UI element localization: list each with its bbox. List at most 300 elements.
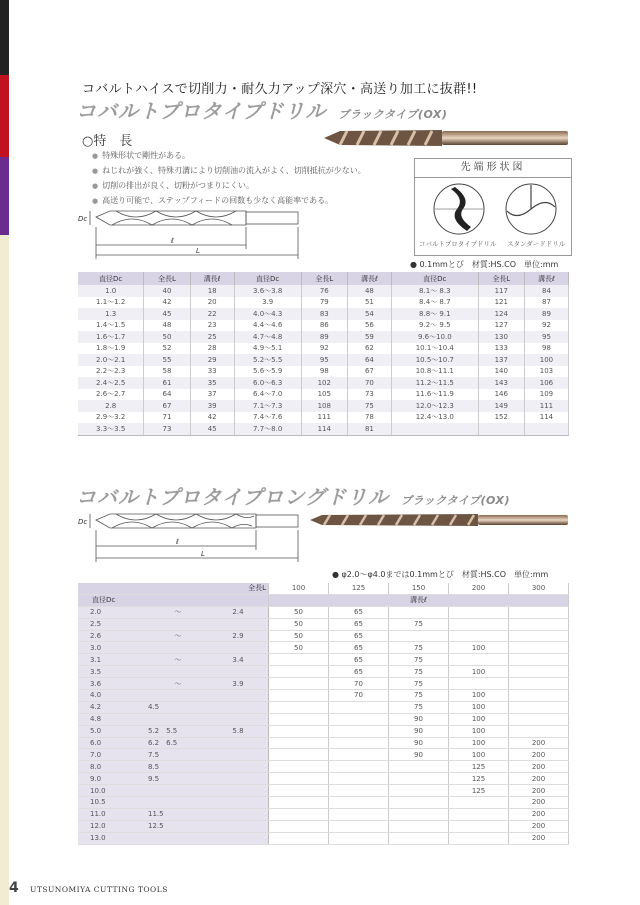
table-cell: 105	[301, 389, 347, 401]
table-cell	[509, 618, 569, 630]
table-cell	[208, 773, 269, 785]
table-cell: 71	[144, 412, 190, 424]
table-cell	[269, 785, 329, 797]
table-cell	[269, 773, 329, 785]
table-row	[78, 797, 569, 809]
table2	[78, 583, 569, 845]
table-cell: 12.0	[78, 820, 148, 832]
table-cell	[509, 690, 569, 702]
table-cell: 3.6～3.8	[234, 285, 301, 297]
table-cell: 20	[190, 297, 234, 309]
length-header: 150	[389, 583, 449, 594]
table-cell: 50	[269, 630, 329, 642]
table-row	[78, 389, 569, 401]
table-cell	[269, 797, 329, 809]
table-row	[78, 377, 569, 389]
table-cell: 75	[389, 701, 449, 713]
table-cell	[329, 773, 389, 785]
table-cell: 3.0	[78, 642, 148, 654]
dc-label: Dc	[78, 518, 88, 526]
table-cell	[148, 642, 208, 654]
table-cell: 9.6～10.0	[391, 331, 478, 343]
table-cell: 90	[389, 725, 449, 737]
table-cell: 200	[509, 761, 569, 773]
table-cell	[148, 690, 208, 702]
table-cell: 1.3	[78, 308, 144, 320]
table-row	[78, 832, 569, 844]
table-cell: 6.2 6.5	[148, 737, 208, 749]
table-cell	[148, 666, 208, 678]
table-cell	[329, 785, 389, 797]
table-cell: 7.4～7.6	[234, 412, 301, 424]
section1-subtitle: ブラックタイプ(OX)	[338, 108, 448, 121]
table-cell: 121	[478, 297, 524, 309]
long-drill-dimension-diagram	[76, 508, 306, 566]
table-cell: 100	[524, 354, 568, 366]
table-cell: 114	[301, 423, 347, 435]
table-cell: 146	[478, 389, 524, 401]
table-cell	[329, 761, 389, 773]
table-cell	[509, 725, 569, 737]
table-row	[78, 412, 569, 424]
table-cell	[389, 832, 449, 844]
table-cell: 100	[449, 749, 509, 761]
table-cell: 200	[509, 785, 569, 797]
table-cell: 89	[301, 331, 347, 343]
table-cell: 7.0	[78, 749, 148, 761]
table-cell	[509, 678, 569, 690]
table-cell: 79	[301, 297, 347, 309]
table2-subheader-row	[78, 594, 569, 606]
table-cell	[208, 701, 269, 713]
table-cell	[389, 773, 449, 785]
table-cell: 140	[478, 366, 524, 378]
table-cell: 9.5	[148, 773, 208, 785]
table1-body	[78, 285, 569, 435]
table-cell	[449, 820, 509, 832]
table-cell	[269, 678, 329, 690]
section2-title-text: コバルトプロタイプロングドリル	[76, 485, 389, 509]
table-row	[78, 618, 569, 630]
table-cell: 200	[509, 749, 569, 761]
table-cell: 7.5	[148, 749, 208, 761]
table-cell: 100	[449, 690, 509, 702]
table-cell: 108	[301, 400, 347, 412]
table-cell: 12.0～12.3	[391, 400, 478, 412]
table-cell: 29	[190, 354, 234, 366]
table-cell: ～	[148, 630, 208, 642]
table-cell: 137	[478, 354, 524, 366]
table-cell: 65	[329, 606, 389, 618]
table-row	[78, 354, 569, 366]
table-row	[78, 666, 569, 678]
table-cell	[269, 832, 329, 844]
table-cell: ～	[148, 654, 208, 666]
table1-note: ● 0.1mmとび 材質:HS.CO 単位:mm	[410, 260, 559, 269]
table-cell	[208, 666, 269, 678]
table-row	[78, 642, 569, 654]
table-cell	[389, 808, 449, 820]
table-cell: 65	[329, 666, 389, 678]
table-cell: 1.8～1.9	[78, 343, 144, 355]
table-cell: 130	[478, 331, 524, 343]
table-cell	[269, 749, 329, 761]
table-cell: 22	[190, 308, 234, 320]
table-cell: 65	[329, 630, 389, 642]
table-cell	[269, 690, 329, 702]
table-cell: 4.9～5.1	[234, 343, 301, 355]
col-header: 溝長ℓ	[524, 272, 568, 285]
table-cell: 70	[347, 377, 391, 389]
table-cell: 84	[524, 285, 568, 297]
table2-note: ● φ2.0～φ4.0までは0.1mmとび 材質:HS.CO 単位:mm	[332, 570, 549, 579]
tip-shape-box	[414, 158, 572, 256]
table-cell: 75	[389, 666, 449, 678]
table-cell: 2.0～2.1	[78, 354, 144, 366]
tip-caption-cobalt: コバルトプロタイプドリル	[419, 240, 497, 248]
table-cell: 5.6～5.9	[234, 366, 301, 378]
table-cell: 90	[389, 749, 449, 761]
table-cell	[389, 606, 449, 618]
table-cell: 9.0	[78, 773, 148, 785]
table-row	[78, 606, 569, 618]
table-cell	[208, 749, 269, 761]
table-cell	[329, 701, 389, 713]
table-cell: 61	[144, 377, 190, 389]
table-cell: 67	[144, 400, 190, 412]
table-cell	[148, 832, 208, 844]
table-cell: 125	[449, 761, 509, 773]
table-cell: 1.1～1.2	[78, 297, 144, 309]
table-cell: 92	[524, 320, 568, 332]
table1	[78, 272, 569, 436]
table-cell: 33	[190, 366, 234, 378]
table-cell	[449, 606, 509, 618]
table-cell	[449, 678, 509, 690]
flute-length-label: ℓ	[171, 237, 174, 245]
table-cell	[148, 785, 208, 797]
table-cell: 4.0	[78, 690, 148, 702]
side-bar-cream	[0, 235, 9, 905]
table-cell: 124	[478, 308, 524, 320]
tip-caption-standard: スタンダードドリル	[507, 240, 566, 248]
side-bar-purple	[0, 157, 9, 235]
table-cell: 2.6	[78, 630, 148, 642]
table-cell	[449, 832, 509, 844]
table-cell	[509, 642, 569, 654]
table-cell: 39	[190, 400, 234, 412]
feature-item: ● 特殊形状で剛性がある。	[92, 148, 366, 163]
table-cell: 111	[524, 400, 568, 412]
table-cell	[329, 808, 389, 820]
section2-subtitle: ブラックタイプ(OX)	[401, 494, 511, 507]
table-cell: 98	[301, 366, 347, 378]
table-cell: 50	[144, 331, 190, 343]
table-row	[78, 297, 569, 309]
table-cell: 10.5	[78, 797, 148, 809]
diameter-header: 直径Dc	[78, 594, 269, 606]
table-row	[78, 701, 569, 713]
table-row	[78, 423, 569, 435]
table-cell: 25	[190, 331, 234, 343]
table-cell	[269, 725, 329, 737]
table-cell	[449, 797, 509, 809]
table-cell: 11.6～11.9	[391, 389, 478, 401]
table-cell	[269, 761, 329, 773]
section2-title	[76, 481, 510, 510]
table-row	[78, 400, 569, 412]
table-cell	[269, 666, 329, 678]
col-header: 全長L	[144, 272, 190, 285]
table-row	[78, 773, 569, 785]
table-cell: 64	[144, 389, 190, 401]
table-cell: 8.4～ 8.7	[391, 297, 478, 309]
table-cell: 8.1～ 8.3	[391, 285, 478, 297]
table-cell: 50	[269, 606, 329, 618]
table-cell: 58	[144, 366, 190, 378]
features-heading: ○特 長	[82, 134, 133, 149]
table-cell: 125	[449, 773, 509, 785]
table-cell: 78	[347, 412, 391, 424]
table-cell: 75	[389, 654, 449, 666]
table-cell: 149	[478, 400, 524, 412]
table-cell: 4.4～4.6	[234, 320, 301, 332]
table-cell: 200	[509, 737, 569, 749]
table-row	[78, 713, 569, 725]
length-header: 200	[449, 583, 509, 594]
table-cell	[269, 654, 329, 666]
table-cell: 52	[144, 343, 190, 355]
table-cell: 1.6～1.7	[78, 331, 144, 343]
table-cell	[208, 761, 269, 773]
table-cell: 50	[269, 618, 329, 630]
table-cell: 70	[329, 678, 389, 690]
table-cell: 4.0～4.3	[234, 308, 301, 320]
table-cell: 6.0	[78, 737, 148, 749]
table-cell	[509, 666, 569, 678]
table-cell: 23	[190, 320, 234, 332]
table-cell: 75	[389, 642, 449, 654]
table-cell: 100	[449, 666, 509, 678]
table-cell: 6.0～6.3	[234, 377, 301, 389]
table-cell: 48	[347, 285, 391, 297]
table-cell: 3.6	[78, 678, 148, 690]
table-cell	[148, 618, 208, 630]
table-cell: 100	[449, 737, 509, 749]
table-cell: 18	[190, 285, 234, 297]
table-row	[78, 308, 569, 320]
col-header: 直径Dc	[391, 272, 478, 285]
table-cell	[509, 713, 569, 725]
table-cell: 111	[301, 412, 347, 424]
table-cell: 55	[144, 354, 190, 366]
table-row	[78, 331, 569, 343]
table-row	[78, 343, 569, 355]
table-cell	[389, 761, 449, 773]
table-cell: 13.0	[78, 832, 148, 844]
table-cell: 2.9	[208, 630, 269, 642]
table-cell: 2.6～2.7	[78, 389, 144, 401]
table-cell: 102	[301, 377, 347, 389]
table-cell	[208, 737, 269, 749]
table-cell: 98	[524, 343, 568, 355]
table-cell: 3.3～3.5	[78, 423, 144, 435]
col-header: 直径Dc	[234, 272, 301, 285]
table-cell: 2.9～3.2	[78, 412, 144, 424]
flute-length-label: ℓ	[176, 538, 179, 546]
table-cell: 200	[509, 808, 569, 820]
table-cell: 117	[478, 285, 524, 297]
table-cell: 127	[478, 320, 524, 332]
table-cell: 70	[329, 690, 389, 702]
features-list	[92, 148, 366, 208]
table-cell: 3.1	[78, 654, 148, 666]
table-cell: 103	[524, 366, 568, 378]
table-cell: 200	[509, 832, 569, 844]
col-header: 溝長ℓ	[347, 272, 391, 285]
table-cell: 2.2～2.3	[78, 366, 144, 378]
table-cell: 5.8	[208, 725, 269, 737]
table-cell	[269, 808, 329, 820]
table-cell: 8.0	[78, 761, 148, 773]
table-cell: 65	[329, 618, 389, 630]
table-cell: 109	[524, 389, 568, 401]
table-row	[78, 761, 569, 773]
table-cell: 12.4～13.0	[391, 412, 478, 424]
table-cell	[148, 713, 208, 725]
table-cell	[208, 785, 269, 797]
table-cell: 76	[301, 285, 347, 297]
table-cell	[208, 713, 269, 725]
table-cell	[329, 797, 389, 809]
table-cell: 81	[347, 423, 391, 435]
table2-length-row	[78, 583, 569, 594]
table-cell: 65	[329, 654, 389, 666]
table-cell: 143	[478, 377, 524, 389]
tip-shape-drawings	[421, 181, 565, 237]
table-cell	[449, 630, 509, 642]
section1-title-text: コバルトプロタイプドリル	[76, 99, 327, 123]
table-cell: 8.8～ 9.1	[391, 308, 478, 320]
table-cell: 133	[478, 343, 524, 355]
table-cell: 152	[478, 412, 524, 424]
table-row	[78, 320, 569, 332]
side-bar-red	[0, 75, 9, 157]
table-cell: 90	[389, 713, 449, 725]
table-cell	[449, 808, 509, 820]
length-header: 100	[269, 583, 329, 594]
long-drill-photo	[308, 510, 572, 530]
table-cell: 59	[347, 331, 391, 343]
table-cell: 40	[144, 285, 190, 297]
table-cell: 3.9	[208, 678, 269, 690]
table-cell: 100	[449, 725, 509, 737]
table-cell: 7.7～8.0	[234, 423, 301, 435]
table-cell	[389, 785, 449, 797]
table-cell: 11.5	[148, 808, 208, 820]
table-cell	[329, 713, 389, 725]
table-cell: 75	[389, 678, 449, 690]
feature-item: ● 高送り可能で、ステップフィードの回数も少なく高能率である。	[92, 193, 366, 208]
table-cell	[478, 423, 524, 435]
table-cell: 11.2～11.5	[391, 377, 478, 389]
table-cell: 89	[524, 308, 568, 320]
table-cell: 86	[301, 320, 347, 332]
table-cell	[329, 749, 389, 761]
table-row	[78, 690, 569, 702]
table-cell: 2.5	[78, 618, 148, 630]
table-cell	[329, 725, 389, 737]
table-cell: 64	[347, 354, 391, 366]
total-length-label: L	[201, 550, 205, 558]
feature-item: ● ねじれが強く、特殊刃溝により切削油の流入がよく、切削抵抗が少ない。	[92, 163, 366, 178]
table-cell: 5.0	[78, 725, 148, 737]
table-row	[78, 737, 569, 749]
table-cell: 200	[509, 820, 569, 832]
table-cell: ～	[148, 606, 208, 618]
table-cell	[509, 630, 569, 642]
table-cell: 125	[449, 785, 509, 797]
headline: コバルトハイスで切削力・耐久力アップ深穴・高送り加工に抜群!!	[82, 82, 478, 97]
section1-title	[76, 95, 447, 124]
table-cell: 35	[190, 377, 234, 389]
table-cell: 100	[449, 701, 509, 713]
table-cell: 28	[190, 343, 234, 355]
table-cell: 83	[301, 308, 347, 320]
table-cell: 4.7～4.8	[234, 331, 301, 343]
table-row	[78, 749, 569, 761]
table-cell	[208, 642, 269, 654]
page-number: 4	[9, 880, 19, 896]
table-cell	[329, 737, 389, 749]
table-cell: 9.2～ 9.5	[391, 320, 478, 332]
side-bar-black	[0, 0, 9, 75]
table-cell: 114	[524, 412, 568, 424]
table-cell	[269, 820, 329, 832]
table-cell	[449, 654, 509, 666]
table-row	[78, 725, 569, 737]
table-cell: 5.2～5.5	[234, 354, 301, 366]
table-cell: 42	[144, 297, 190, 309]
table-cell: 11.0	[78, 808, 148, 820]
table-cell: 73	[347, 389, 391, 401]
table-cell	[208, 808, 269, 820]
table-cell: 10.5～10.7	[391, 354, 478, 366]
table-cell: 54	[347, 308, 391, 320]
table-cell	[389, 630, 449, 642]
table-cell: 45	[190, 423, 234, 435]
table-cell	[389, 797, 449, 809]
length-header: 300	[509, 583, 569, 594]
table-cell: 100	[449, 713, 509, 725]
table-cell: 56	[347, 320, 391, 332]
table-cell	[208, 820, 269, 832]
table-cell	[269, 713, 329, 725]
table-cell: 5.2 5.5	[148, 725, 208, 737]
table-cell: 10.8～11.1	[391, 366, 478, 378]
col-header: 全長L	[478, 272, 524, 285]
table-cell: 75	[389, 690, 449, 702]
table-cell: 2.4～2.5	[78, 377, 144, 389]
table-cell: 90	[389, 737, 449, 749]
table-cell	[449, 618, 509, 630]
table-cell: 2.0	[78, 606, 148, 618]
table-row	[78, 285, 569, 297]
table-row	[78, 785, 569, 797]
table-cell: 75	[389, 618, 449, 630]
table-cell	[208, 618, 269, 630]
table-cell: 4.5	[148, 701, 208, 713]
